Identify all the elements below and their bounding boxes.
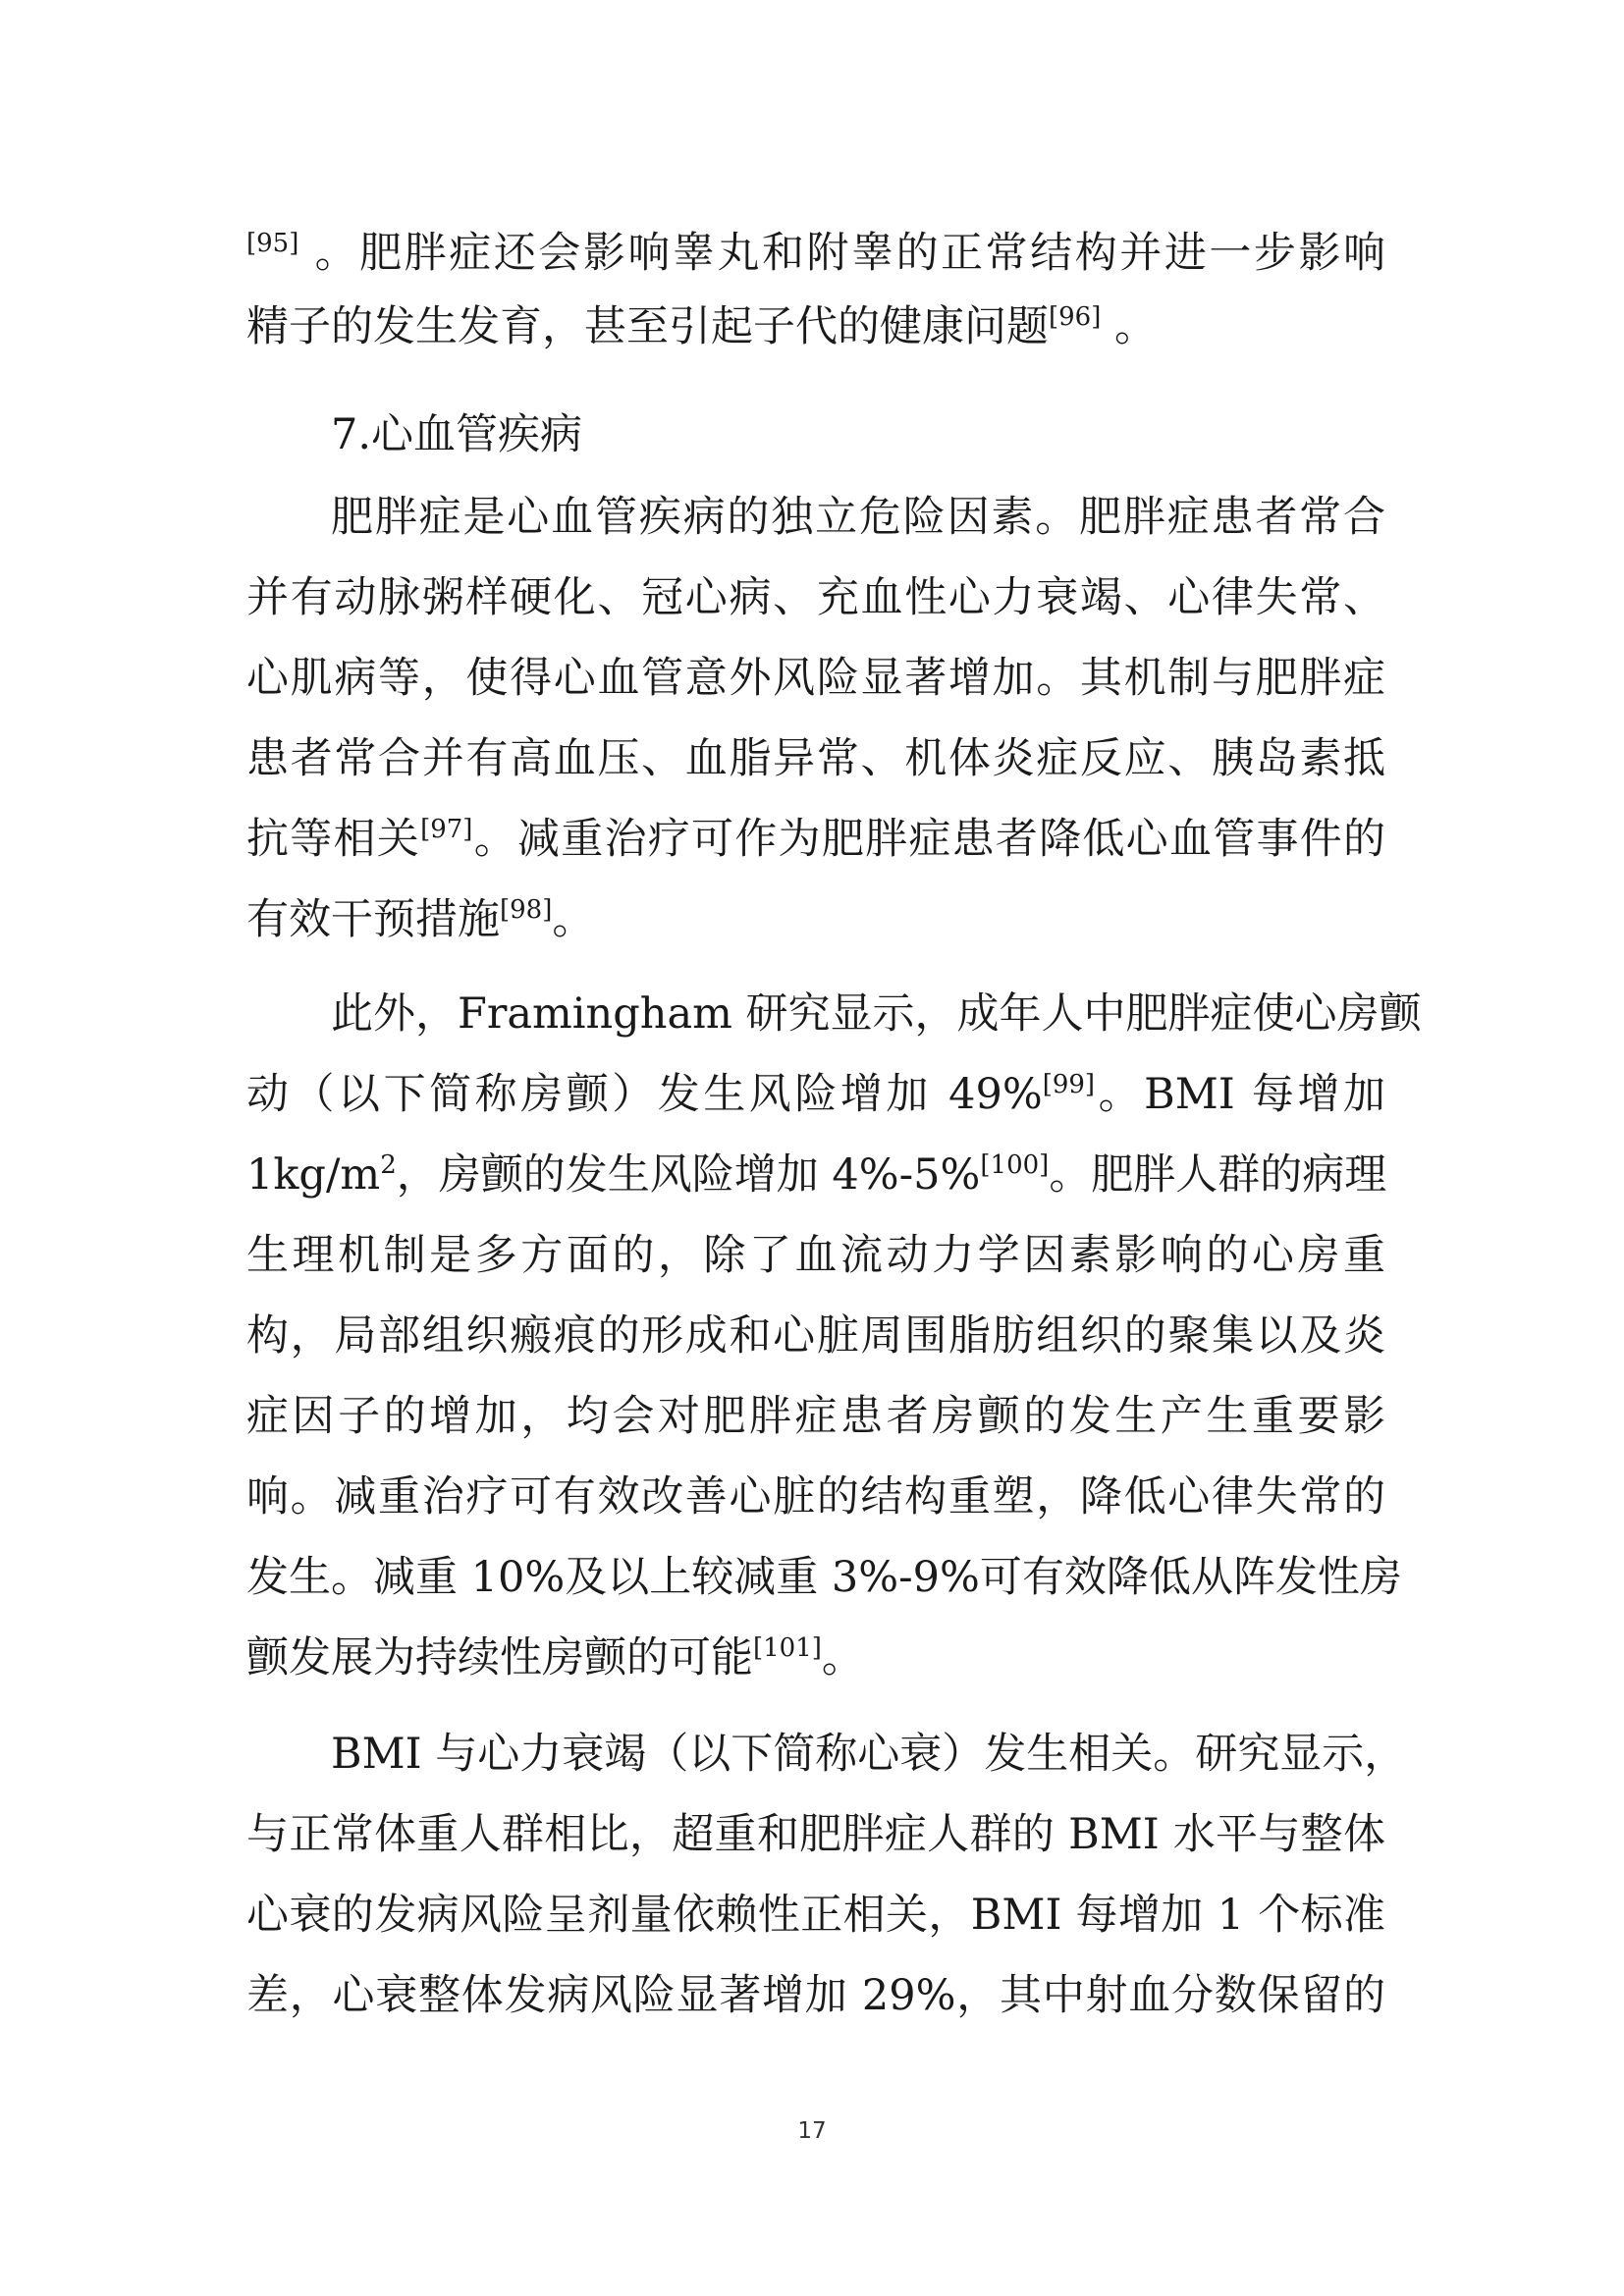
text-line bbox=[246, 1966, 1385, 2025]
heading-text: 7.心血管疾病 bbox=[331, 410, 583, 459]
text-run: ，房颤的发生风险增加 4%-5% bbox=[396, 1150, 981, 1200]
text-run: 心衰的发病风险呈剂量依赖性正相关，BMI 每增加 1 个标准 bbox=[246, 1891, 1385, 1940]
text-line bbox=[331, 985, 1422, 1043]
text-line bbox=[246, 568, 1385, 627]
text-run: 与正常体重人群相比，超重和肥胖症人群的 BMI 水平与整体 bbox=[246, 1810, 1385, 1859]
citation-ref: [97] bbox=[420, 815, 473, 844]
citation-ref: [99] bbox=[1042, 1070, 1096, 1099]
superscript: 2 bbox=[380, 1150, 397, 1180]
text-line bbox=[246, 810, 1385, 869]
text-line bbox=[246, 1548, 1402, 1607]
citation-ref: [95] bbox=[246, 229, 299, 258]
text-run: 此外，Framingham 研究显示，成年人中肥胖症使心房颤 bbox=[331, 989, 1422, 1039]
text-run: 肥胖症是心血管疾病的独立危险因素。肥胖症患者常合 bbox=[331, 493, 1385, 542]
text-run: 。肥胖人群的病理 bbox=[1049, 1150, 1387, 1200]
text-line bbox=[246, 649, 1385, 708]
text-run: 。肥胖症还会影响睾丸和附睾的正常结构并进一步影响 bbox=[298, 229, 1385, 278]
text-run: 动（以下简称房颤）发生风险增加 49% bbox=[246, 1070, 1043, 1119]
citation-ref: [96] bbox=[1049, 302, 1102, 332]
text-run: 有效干预措施 bbox=[246, 895, 500, 944]
text-run: 1kg/m bbox=[246, 1150, 381, 1200]
citation-ref: [100] bbox=[980, 1150, 1050, 1180]
text-line bbox=[246, 1146, 1385, 1204]
text-run: 。减重治疗可作为肥胖症患者降低心血管事件的 bbox=[472, 815, 1386, 864]
text-line bbox=[246, 890, 1385, 949]
text-line bbox=[246, 1307, 1385, 1365]
section-heading bbox=[331, 405, 1385, 464]
text-line bbox=[246, 1629, 1385, 1687]
text-line bbox=[246, 224, 1385, 283]
text-run: BMI 与心力衰竭（以下简称心衰）发生相关。研究显示， bbox=[331, 1730, 1407, 1779]
text-line bbox=[246, 1886, 1385, 1945]
text-run: 。 bbox=[1101, 302, 1158, 351]
citation-ref: [101] bbox=[753, 1633, 822, 1663]
text-run: 。 bbox=[821, 1633, 864, 1682]
text-run: 抗等相关 bbox=[246, 815, 421, 864]
text-line bbox=[246, 1387, 1385, 1446]
text-run: 患者常合并有高血压、血脂异常、机体炎症反应、胰岛素抵 bbox=[246, 734, 1385, 783]
text-line bbox=[331, 1725, 1407, 1784]
page-number: 17 bbox=[797, 2118, 827, 2144]
text-run: 。 bbox=[552, 895, 595, 944]
text-line bbox=[246, 1226, 1385, 1285]
text-line bbox=[246, 297, 1385, 356]
text-line bbox=[246, 729, 1385, 788]
text-line bbox=[246, 1805, 1385, 1864]
text-run: 精子的发生发育，甚至引起子代的健康问题 bbox=[246, 302, 1049, 351]
text-run: 并有动脉粥样硬化、冠心病、充血性心力衰竭、心律失常、 bbox=[246, 573, 1385, 622]
text-line bbox=[331, 488, 1385, 547]
text-run: 。BMI 每增加 bbox=[1095, 1070, 1385, 1119]
text-run: 生理机制是多方面的，除了血流动力学因素影响的心房重 bbox=[246, 1231, 1385, 1280]
text-run: 差，心衰整体发病风险显著增加 29%，其中射血分数保留的 bbox=[246, 1971, 1385, 2020]
text-run: 颤发展为持续性房颤的可能 bbox=[246, 1633, 753, 1682]
text-line bbox=[246, 1468, 1385, 1526]
text-run: 症因子的增加，均会对肥胖症患者房颤的发生产生重要影 bbox=[246, 1392, 1385, 1441]
text-line bbox=[246, 1065, 1385, 1124]
text-run: 响。减重治疗可有效改善心脏的结构重塑，降低心律失常的 bbox=[246, 1472, 1385, 1522]
text-run: 心肌病等，使得心血管意外风险显著增加。其机制与肥胖症 bbox=[246, 654, 1385, 703]
text-run: 构，局部组织瘢痕的形成和心脏周围脂肪组织的聚集以及炎 bbox=[246, 1311, 1385, 1361]
text-run: 发生。减重 10%及以上较减重 3%-9%可有效降低从阵发性房 bbox=[246, 1553, 1402, 1602]
citation-ref: [98] bbox=[500, 895, 553, 925]
